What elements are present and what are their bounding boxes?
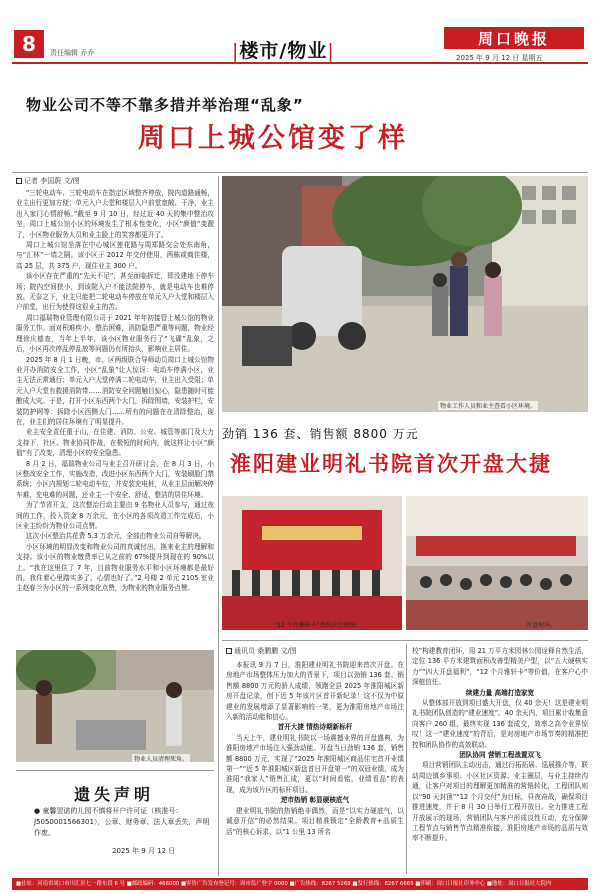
article2-title: 淮阳建业明礼书院首次开盘大捷: [230, 452, 552, 476]
article1-byline: [16, 176, 80, 186]
section-divider: |: [232, 40, 240, 62]
column-divider: [218, 176, 219, 876]
page-number: 8: [14, 30, 44, 58]
paragraph: 为了节省开支，这次整治行动主要由 9 名物业人员参与，通过夜间的工作，投入资金 8 万余元，在小区的各项改造工作完成后，小区业主纷纷为物业公司点赞。: [16, 501, 214, 530]
courtyard-photo: [222, 176, 588, 412]
paragraph: 从整体部开放到项目盛大开盘，仅 40 余天！这是建业明礼书院团队创造的“建业速度”。40 余天内，项目累计收集意向客户 260 组，最终实现 136 套成交，效率之高令业界惊叹！这一“建业速度”的背后，是对房地产市场节奏的精准把控和团队协作的高效联动。: [412, 699, 588, 749]
photo-caption: 物业工作人员和业主查看小区环境。: [440, 403, 537, 410]
workers-photo: [16, 650, 214, 762]
article2-body-left: [226, 660, 404, 874]
article2-byline: [226, 646, 297, 656]
paragraph: 校”构建教育闭环，用 21 万平方米园林公园诠释自然生活，定位 136 平方米建筑面积改善型精美户型，以“五大硬核实力”“四大开盘福利”，“12 个月雅轩卡”等价值，在客户心中深植信任。: [412, 647, 588, 687]
subheading: 团队协同 营销工程战置双飞: [459, 751, 541, 760]
subheading: 首开大捷 情热诗期新标杆: [277, 723, 353, 732]
paragraph: 8 月 2 日，福瑞物业公司与业主召开研讨会，在 8 月 3 日，小区整改安全工作，实施改造，改进小区东西两个大门，安装刷脸门禁系统；小区内规划二轮电动车位，并安装充电桩，从业主层面解决停车难、充电难的问题，还业主一个安全、舒适、整洁的居住环境。: [16, 459, 214, 499]
editor-line: 责任编辑 乔乔: [50, 49, 95, 57]
section-title: [232, 36, 335, 63]
article1-main-photo: [222, 176, 588, 412]
paragraph: 小区环境的明显改变和物业公司的真诚付出，换来业主的理解和支持。该小区的物业缴费率已从之前的 67%提升到现在的 90%以上。“我在这里住了 7 年，目前物业服务水平和小区环境都是最好的，我住着心里踏实多了，心情也好了。”2 号楼 2 单元 2105 室业主赵春兰为小区的一系列变化点赞，为物业的物业服务点赞。: [16, 542, 214, 593]
paragraph: 该小区存在严重的“先天不足”，甚至面临拆迁，即没建地下停车场；院内空间狭小，到该院入户不能法院停车，就是电动车也难停放。无奈之下，业主只能把二轮电动车停放在单元入户大堂和楼层入户前堂，出行为使得这很业主的苦。: [16, 272, 214, 312]
paragraph: 当天上午，建业明礼书院以一场震撼业界的开盘盛典，为淮阳房地产市场注入强劲动能。开盘当日劲销 136 套，销售额 8800 万元，实现了“2025 年淮阳城区商品住宅首开业绩第一”“近 5 年淮阳城区新盘首日开盘第一”的双冠业绩，成为淮阳“我家人”销售汇成，更以“时间看铭，业绩看品”的表现，成为该片区的标杆项目。: [226, 733, 404, 794]
page-header: [0, 0, 600, 60]
issue-date: 2025 年 9 月 12 日 星期五: [456, 54, 543, 62]
photo-caption: “12 个月雅轩卡”签约大会现场。: [274, 622, 362, 629]
lost-notice-date: 2025 年 9 月 12 日: [112, 847, 176, 855]
byline-marker-icon: [16, 178, 22, 184]
article1-body: [16, 188, 214, 632]
article2-kicker: 劲销 136 套、销售额 8800 万元: [222, 427, 419, 441]
section-label: 楼市/物业: [239, 40, 328, 62]
article1-title: 周口上城公馆变了样: [138, 123, 408, 154]
event-stage-photo: [222, 496, 402, 630]
header-rule: [12, 62, 588, 64]
newspaper-logo: 周口晚报: [444, 27, 584, 49]
paragraph: 项目营销团队主动出击，通过行拓拓展、巡展推介等，联动周边镇乡事项、小区社区资源、业主圈层，与业主持续沟通，让客户对项目的理解更加精准的营销转化，工程团队则以“90 天封顶”“12 个月交付”为目标，昼夜奋战，确保项目推进速度，并于 8 月 30 日举行工程开放日。全力推进工程开放展示的现场，营销团队与客户形成良性互动，充分保障工程节点与销售节点精准衔接，淮阳房地产市场的品质与效率不断提升。: [412, 761, 588, 843]
paragraph: 这次小区整治共花费 5.3 万余元，全部由物业公司自筹解决。: [25, 532, 206, 541]
byline-text: 通讯员 桑鹏鹏 文/图: [234, 647, 297, 655]
divider: [16, 770, 214, 771]
section-divider: |: [327, 40, 335, 62]
article1-subtitle: 物业公司不等不靠多措并举治理“乱象”: [26, 96, 304, 114]
subheading: 续建力量 高端打造家宽: [465, 688, 535, 697]
cleanup-photo: [16, 650, 214, 762]
sales-hall-photo: [406, 496, 588, 630]
byline-marker-icon: [226, 648, 232, 654]
divider: [222, 640, 588, 641]
photo-caption: 开盘现场。: [526, 622, 557, 629]
paragraph: 2025 年 8 月 1 日晚，市、区两级联合导师动员周口上城公馆物业开办消防安全工作，小区“乱象”让人惊讶：电动车停满小区，业主无法正常通行；单元入户大堂停满二轮电动车，业主出入受阻；单元入户大堂有救援消防带……消防安全问题触目惊心，隐患随时可能酿成大灾。于是，打开小区东西两个大门，拆除围墙，安装护栏，安装防护网等：拆除小区西侧大门……所有的问题在在清除整治，现在，业主们的居住环境有了明显提升。: [16, 355, 214, 426]
article2-body-right: [412, 646, 588, 874]
lost-notice-text: ● 童馨翌诺的儿园不慎将开户许可证（核准号：J5050001566301），公章、财务章、法人章丢失，声明作废。: [34, 807, 210, 837]
signing-event-photo: [222, 496, 402, 630]
paragraph: 业主安全责任重于山，在住建、消防、公安、城管等部门及大力支持下，社区、物业协同作战，在极短的时间内，就这样让小区“颜值”有了改变，清理小区的安全隐患。: [16, 428, 214, 458]
opening-scene-photo: [406, 496, 588, 630]
paragraph: 建业明礼书院的热销绝非偶然，而是“以实力硬底气，以诚意开信”的必然结果。项目精准锁定“全龄教育+品质生活”的核心诉求，以“1 公里 13 所名: [226, 806, 404, 836]
byline-text: 记者 李国蔚 文/图: [24, 177, 80, 185]
photo-caption: 物业人员清理死角。: [134, 756, 189, 762]
paragraph: 周口福瑞物业管理有限公司于 2021 年年初接管上城公馆的物业服务工作。面对积难疾小，整治困难，消防隐患严重等问题，物业经理徐庆德查，当年上半年，该小区物业服务行了“飞碟”乱象，之后，小区再次停乱停乱放等问题仍有所抬头，影响业主居住。: [16, 313, 214, 354]
column-divider: [406, 644, 407, 874]
paragraph: “三轮电动车、三轮电动车在指定区域整齐停放，院内道路通畅，业主出行更加方便；单元入户大堂和楼层入户前堂宽敞、干净，业主出入家门心情舒畅。”截至 9 月 10 日，经过近 40 天的集中整治攻坚，周口上城公馆小区的环境发生了根本性变化，小区“颜值”变靓了，小区物业服务人员和业主脸上的笑容都更开了。: [16, 189, 214, 239]
page-footer: ■社址：河南省周口市川汇区七一路东段 6 号 ■邮政编码：466000 ■零售广告发布登记号：周市监广登字 0000 ■广告热线：8267 5268 ■发行热线：8267 6665 ■印刷：周口日报社印务中心 ■地址：周口日报社大院内: [12, 878, 588, 890]
divider: [12, 172, 588, 173]
subheading: 逆市热销 彰显硬核底气: [280, 796, 350, 805]
paragraph: 周口上城公馆坐落在中心城区莲花路与周郑路交会处东南角，与“汇林”一墙之隔。该小区于 2012 年交付使用，两栋或商住楼，高 25 层，共 375 户，现住业主 300 户。: [16, 241, 214, 270]
paragraph: 本报讯 9 月 7 日，淮阳建业明礼书院迎来首次开盘。在房地产市场整体压力加大的背景下，项目以劲销 136 套、销售额 8800 万元的骄人成绩，领跑全县 2025 年淮阳城区新房开盘记录，创下近 5 年该片区首开新纪录！这不仅为中原建业的发展增添了显著影响的一笔，更为淮阳房地产市场注入新的活动能和信心。: [226, 661, 404, 722]
lost-notice-title: 遗失声明: [74, 785, 155, 804]
